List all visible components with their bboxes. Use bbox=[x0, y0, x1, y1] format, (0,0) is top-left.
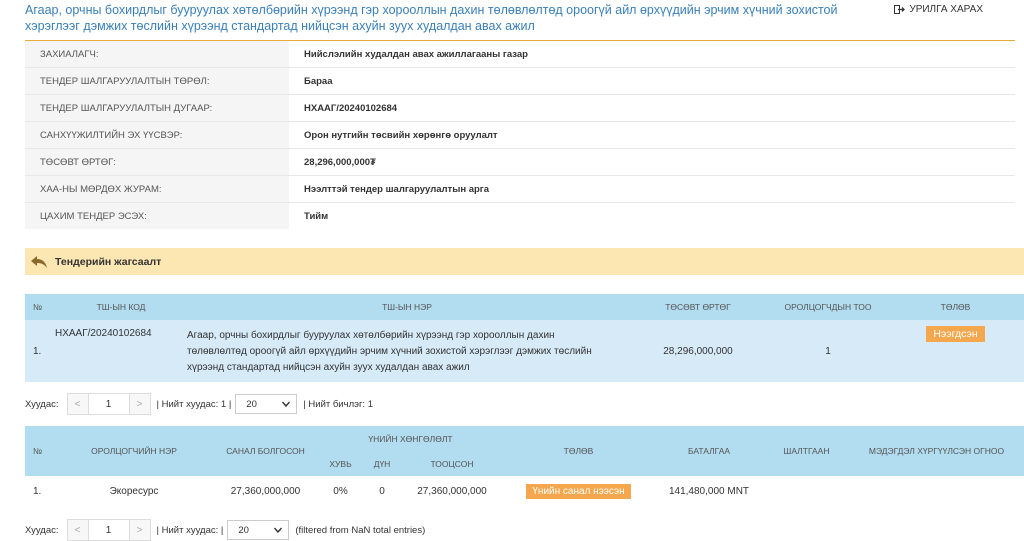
page-size-value: 20 bbox=[246, 398, 257, 410]
bidder-name-link[interactable]: Экоресурс bbox=[109, 485, 159, 497]
col-header-status: ТӨЛӨВ bbox=[503, 426, 654, 476]
page-header bbox=[25, 2, 985, 38]
info-row bbox=[25, 41, 1015, 68]
page-label: Хуудас: bbox=[25, 524, 59, 536]
info-value: НХААГ/20240102684 bbox=[289, 95, 1015, 122]
col-header-guarantee: БАТАЛГАА bbox=[654, 426, 764, 476]
chevron-down-icon bbox=[282, 401, 290, 407]
page-size-select[interactable] bbox=[227, 520, 289, 540]
back-to-invitation-link[interactable] bbox=[894, 4, 983, 15]
col-header-amount: ДҮН bbox=[363, 451, 401, 476]
computed-amount: 27,360,000,000 bbox=[417, 485, 487, 497]
total-pages-label: | Нийт хуудас: 1 | bbox=[156, 398, 232, 410]
tender-info-table bbox=[25, 41, 1015, 229]
row-number: 1. bbox=[33, 485, 42, 497]
total-records-label: | Нийт бичлэг: 1 bbox=[303, 398, 373, 410]
tender-budget: 28,296,000,000 bbox=[663, 345, 733, 357]
bidder-count: 1 bbox=[825, 345, 831, 357]
table-row[interactable] bbox=[25, 320, 1024, 382]
info-value: Нийслэлийн худалдан авах ажиллагааны газар bbox=[289, 41, 1015, 68]
col-header-status: ТӨЛӨВ bbox=[887, 294, 1024, 320]
col-header-bidder-count: ОРОЛЦОГЧДЫН ТОО bbox=[769, 294, 887, 320]
guarantee-amount: 141,480,000 MNT bbox=[668, 485, 750, 497]
info-value: Бараа bbox=[289, 68, 1015, 95]
info-value: Орон нутгийн төсвийн хөрөнгө оруулалт bbox=[289, 122, 1015, 149]
info-value: Тийм bbox=[304, 210, 329, 222]
chevron-down-icon bbox=[274, 527, 282, 533]
col-header-number: № bbox=[25, 426, 55, 476]
next-page-button[interactable]: > bbox=[129, 393, 151, 415]
col-header-number: № bbox=[25, 294, 55, 320]
page-title: Агаар, орчны бохирдлыг бууруулах хөтөлбөрийн хүрээнд гэр хорооллын дахин төлөвлөлтөд ороогүй айл өрхүүдийн эрчим хүчний зохистой хэрэглээг дэмжих төслийн хүрээнд стандартад нийцсэн ахуйн зуух худалдан авах ажил bbox=[25, 3, 838, 33]
table-row bbox=[25, 476, 1024, 506]
discount-percent: 0% bbox=[333, 485, 348, 497]
info-row bbox=[25, 68, 1015, 95]
info-label: САНХҮҮЖИЛТИЙН ЭХ ҮҮСВЭР: bbox=[25, 122, 289, 149]
info-label: ТЕНДЕР ШАЛГАРУУЛАЛТЫН ДУГААР: bbox=[25, 95, 289, 122]
col-header-bidder-name: ОРОЛЦОГЧИЙН НЭР bbox=[55, 426, 213, 476]
tender-code: НХААГ/20240102684 bbox=[55, 328, 152, 339]
page-size-value: 20 bbox=[238, 524, 249, 536]
info-label: ЗАХИАЛАГЧ: bbox=[25, 41, 289, 68]
col-header-budget: ТӨСӨВТ ӨРТӨГ bbox=[627, 294, 769, 320]
col-header-reason: ШАЛТГААН bbox=[764, 426, 849, 476]
prev-page-button[interactable]: < bbox=[67, 519, 89, 541]
reason bbox=[764, 476, 849, 506]
col-header-percent: ХУВЬ bbox=[318, 451, 363, 476]
tender-list-table bbox=[25, 294, 1024, 382]
prev-page-button[interactable]: < bbox=[67, 393, 89, 415]
col-header-tender-code: ТШ-ЫН КОД bbox=[55, 294, 187, 320]
info-label: ХАА-НЫ МӨРДӨХ ЖУРАМ: bbox=[25, 176, 289, 203]
section-title: Тендерийн жагсаалт bbox=[55, 255, 162, 268]
col-header-tender-name: ТШ-ЫН НЭР bbox=[187, 294, 627, 320]
col-header-offered: САНАЛ БОЛГОСОН bbox=[213, 426, 318, 476]
col-header-notice-date: МЭДЭГДЭЛ ХҮРГҮҮЛСЭН ОГНОО bbox=[849, 426, 1024, 476]
info-row bbox=[25, 122, 1015, 149]
page-size-select[interactable] bbox=[235, 394, 297, 414]
info-row bbox=[25, 176, 1015, 203]
back-link-label: УРИЛГА ХАРАХ bbox=[909, 4, 983, 15]
col-header-computed: ТООЦСОН bbox=[401, 451, 503, 476]
info-row bbox=[25, 149, 1015, 176]
info-value: 28,296,000,000₮ bbox=[289, 149, 1015, 176]
info-value: Нээлттэй тендер шалгаруулалтын арга bbox=[289, 176, 1015, 203]
total-pages-label: | Нийт хуудас: | bbox=[156, 524, 224, 536]
notice-date bbox=[849, 476, 1024, 506]
offered-amount: 27,360,000,000 bbox=[230, 485, 301, 497]
bid-status-badge: Үнийн санал нээсэн bbox=[526, 484, 630, 499]
page-number-input[interactable]: 1 bbox=[89, 519, 129, 541]
tender-name[interactable]: Агаар, орчны бохирдлыг бууруулах хөтөлбөрийн хүрээнд гэр хорооллын дахин төлөвлөлтөд ороогүй айл өрхүүдийн эрчим хүчний зохистой хэрэглээг дэмжих төслийн хүрээнд стандартад нийцсэн ахуйн зуух худалдан авах ажил bbox=[187, 330, 592, 373]
col-header-price-discount: ҮНИЙН ХӨНГӨЛӨЛТ bbox=[318, 426, 503, 451]
tender-pagination bbox=[25, 393, 373, 415]
status-cell bbox=[887, 320, 1024, 382]
discount-amount: 0 bbox=[379, 485, 385, 497]
info-row bbox=[25, 95, 1015, 122]
info-label: ТӨСӨВТ ӨРТӨГ: bbox=[25, 149, 289, 176]
page-label: Хуудас: bbox=[25, 398, 59, 410]
total-records-label: (filtered from NaN total entries) bbox=[295, 524, 426, 536]
bid-status-cell bbox=[503, 476, 654, 506]
next-page-button[interactable]: > bbox=[129, 519, 151, 541]
info-label: ТЕНДЕР ШАЛГАРУУЛАЛТЫН ТӨРӨЛ: bbox=[25, 68, 289, 95]
sign-out-icon bbox=[894, 5, 905, 14]
info-label: ЦАХИМ ТЕНДЕР ЭСЭХ: bbox=[25, 203, 289, 230]
tender-list-section-header bbox=[25, 248, 1024, 275]
page-number-input[interactable]: 1 bbox=[89, 393, 129, 415]
status-badge: Нээгдсэн bbox=[926, 326, 984, 342]
reply-icon bbox=[30, 255, 48, 269]
info-row bbox=[25, 203, 1015, 230]
row-number: 1. bbox=[33, 345, 42, 357]
bidder-table bbox=[25, 426, 1024, 506]
bidder-pagination bbox=[25, 519, 425, 541]
